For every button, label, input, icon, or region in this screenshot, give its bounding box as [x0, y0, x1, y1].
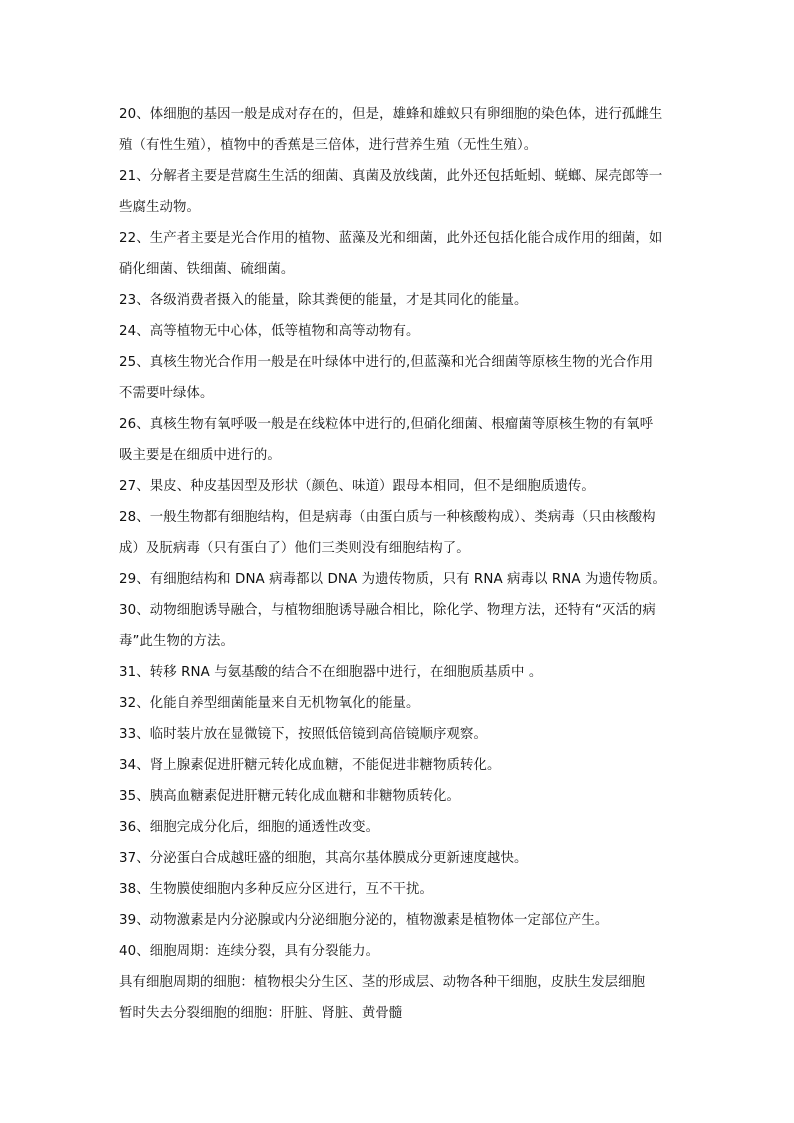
text-line: 34、肾上腺素促进肝糖元转化成血糖，不能促进非糖物质转化。 — [119, 758, 501, 773]
text-line: 27、果皮、种皮基因型及形状（颜色、味道）跟母本相同，但不是细胞质遗传。 — [119, 479, 595, 494]
text-line: 具有细胞周期的细胞：植物根尖分生区、茎的形成层、动物各种干细胞，皮肤生发层细胞 — [119, 975, 646, 990]
document-body — [119, 99, 679, 1029]
text-line: 毒”此生物的方法。 — [119, 634, 234, 649]
text-line: 些腐生动物。 — [119, 200, 200, 215]
text-line: 31、转移 RNA 与氨基酸的结合不在细胞器中进行，在细胞质基质中 。 — [119, 665, 543, 680]
text-line: 20、体细胞的基因一般是成对存在的，但是，雄蜂和雄蚁只有卵细胞的染色体，进行孤雌生 — [119, 107, 663, 122]
text-line: 37、分泌蛋白合成越旺盛的细胞，其高尔基体膜成分更新速度越快。 — [119, 851, 528, 866]
text-line: 24、高等植物无中心体，低等植物和高等动物有。 — [119, 324, 420, 339]
text-line: 40、细胞周期：连续分裂，具有分裂能力。 — [119, 944, 380, 959]
text-line: 30、动物细胞诱导融合，与植物细胞诱导融合相比，除化学、物理方法，还特有“灭活的病 — [119, 603, 656, 618]
text-line: 32、化能自养型细菌能量来自无机物氧化的能量。 — [119, 696, 420, 711]
text-line: 29、有细胞结构和 DNA 病毒都以 DNA 为遗传物质，只有 RNA 病毒以 RNA 为遗传物质。 — [119, 572, 666, 587]
text-line: 36、细胞完成分化后，细胞的通透性改变。 — [119, 820, 380, 835]
text-line: 38、生物膜使细胞内多种反应分区进行，互不干扰。 — [119, 882, 434, 897]
text-line: 23、各级消费者摄入的能量，除其粪便的能量，才是其同化的能量。 — [119, 293, 528, 308]
text-line: 35、胰高血糖素促进肝糖元转化成血糖和非糖物质转化。 — [119, 789, 461, 804]
text-line: 22、生产者主要是光合作用的植物、蓝藻及光和细菌，此外还包括化能合成作用的细菌，如 — [119, 231, 663, 246]
text-line: 25、真核生物光合作用一般是在叶绿体中进行的,但蓝藻和光合细菌等原核生物的光合作用 — [119, 355, 654, 370]
text-line: 不需要叶绿体。 — [119, 386, 214, 401]
text-line: 26、真核生物有氧呼吸一般是在线粒体中进行的,但硝化细菌、根瘤菌等原核生物的有氧呼 — [119, 417, 654, 432]
text-line: 39、动物激素是内分泌腺或内分泌细胞分泌的，植物激素是植物体一定部位产生。 — [119, 913, 609, 928]
text-line: 吸主要是在细质中进行的。 — [119, 448, 281, 463]
text-line: 21、分解者主要是营腐生生活的细菌、真菌及放线菌，此外还包括蚯蚓、蜣螂、屎壳郎等一 — [119, 169, 663, 184]
text-line: 殖（有性生殖），植物中的香蕉是三倍体，进行营养生殖（无性生殖）。 — [119, 138, 538, 153]
text-line: 硝化细菌、铁细菌、硫细菌。 — [119, 262, 295, 277]
text-line: 28、一般生物都有细胞结构，但是病毒（由蛋白质与一种核酸构成）、类病毒（只由核酸构 — [119, 510, 656, 525]
text-line: 33、临时装片放在显微镜下，按照低倍镜到高倍镜顺序观察。 — [119, 727, 487, 742]
text-line: 暂时失去分裂细胞的细胞：肝脏、肾脏、黄骨髓 — [119, 1006, 403, 1021]
text-line: 成）及朊病毒（只有蛋白了）他们三类则没有细胞结构了。 — [119, 541, 470, 556]
